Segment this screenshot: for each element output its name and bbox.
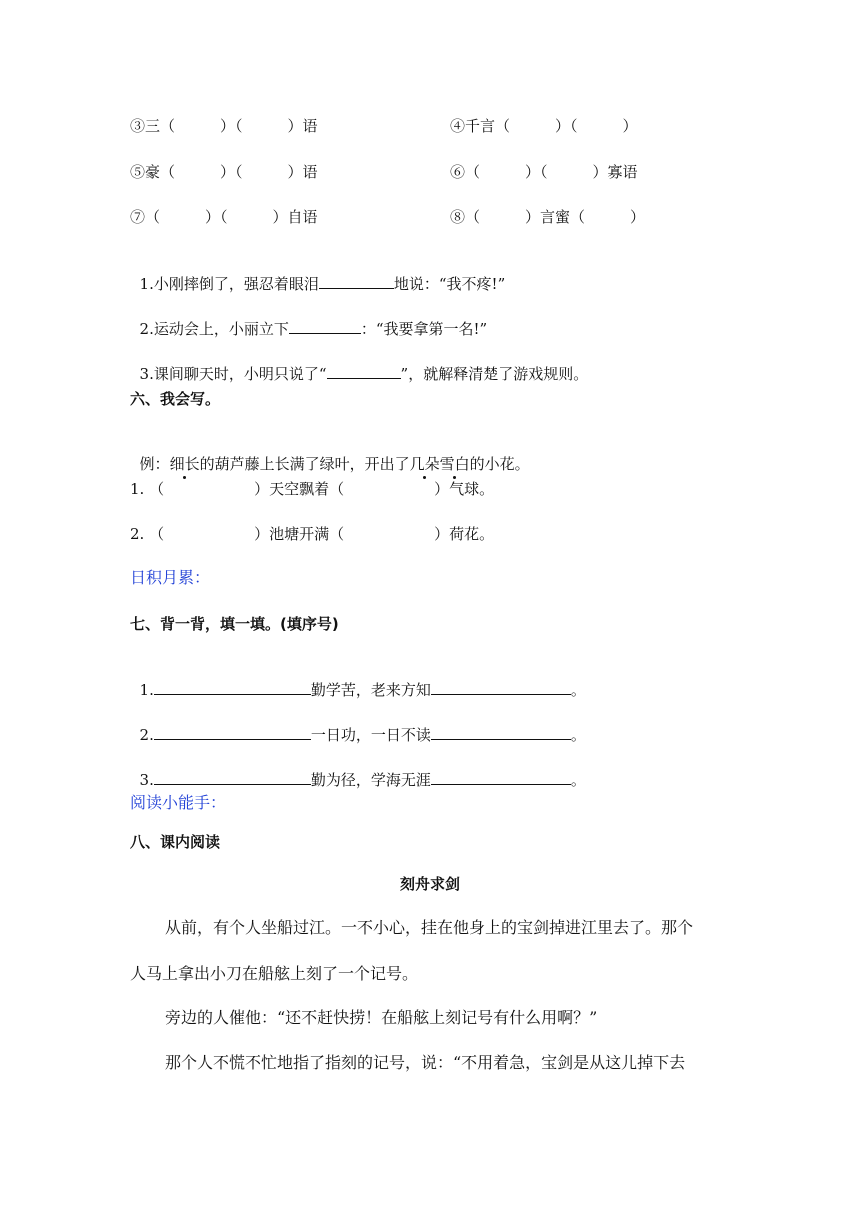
blank-line[interactable] xyxy=(289,318,361,334)
blank-line[interactable] xyxy=(154,769,311,785)
reading-label: 阅读小能手： xyxy=(130,795,227,812)
fill-question-3 xyxy=(130,343,588,384)
example-sentence xyxy=(130,434,530,474)
dotted-word: 细长 xyxy=(169,455,200,473)
story-title: 刻舟求剑 xyxy=(399,875,460,893)
fill-question-1-text-a: 1.小刚摔倒了，强忍着眼泪 xyxy=(139,275,319,293)
write-item-1: 1. （ ）天空飘着（ ）气球。 xyxy=(130,480,495,498)
row-end: 。 xyxy=(570,726,586,744)
idiom-3: ③三（ ）（ ）语 xyxy=(130,117,318,135)
example-prefix: 例： xyxy=(139,455,170,473)
example-end: 的小花。 xyxy=(469,455,530,473)
fill-question-3-text-b: ”，就解释清楚了游戏规则。 xyxy=(400,365,589,383)
blank-line[interactable] xyxy=(154,679,311,695)
row-number: 2. xyxy=(139,726,154,744)
story-paragraph-1-line-1: 从前，有个人坐船过江。一不小心，挂在他身上的宝剑掉进江里去了。那个 xyxy=(165,918,694,937)
accumulate-label: 日积月累： xyxy=(130,570,211,587)
idiom-7: ⑦（ ）（ ）自语 xyxy=(130,208,318,226)
dotted-word: 雪白 xyxy=(439,455,470,473)
idiom-8: ⑧（ ）言蜜（ ） xyxy=(450,208,646,226)
blank-line[interactable] xyxy=(431,679,571,695)
idiom-5: ⑤豪（ ）（ ）语 xyxy=(130,163,318,181)
blank-line[interactable] xyxy=(431,724,571,740)
fill-question-1-text-b: 地说：“我不疼!” xyxy=(393,275,506,293)
section-6-heading: 六、我会写。 xyxy=(130,390,221,408)
row-number: 1. xyxy=(139,681,154,699)
fill-question-1 xyxy=(130,253,505,294)
row-text: 勤为径，学海无涯 xyxy=(310,771,431,789)
blank-line[interactable] xyxy=(319,273,394,289)
row-end: 。 xyxy=(570,771,586,789)
idiom-6: ⑥（ ）（ ）寡语 xyxy=(450,163,638,181)
dotted-word: 几朵 xyxy=(409,455,440,473)
blank-line[interactable] xyxy=(431,769,571,785)
fill-question-2 xyxy=(130,298,487,339)
section-8-heading: 八、课内阅读 xyxy=(130,833,221,851)
blank-line[interactable] xyxy=(154,724,311,740)
example-text: 的葫芦藤上长满了绿叶，开出了 xyxy=(199,455,410,473)
recite-row-1 xyxy=(130,659,586,700)
write-item-2: 2. （ ）池塘开满（ ）荷花。 xyxy=(130,525,495,543)
fill-question-3-text-a: 3.课间聊天时，小明只说了“ xyxy=(139,365,327,383)
row-number: 3. xyxy=(139,771,154,789)
row-text: 勤学苦，老来方知 xyxy=(310,681,431,699)
idiom-4: ④千言（ ）（ ） xyxy=(450,117,638,135)
fill-question-2-text-a: 2.运动会上，小丽立下 xyxy=(139,320,289,338)
row-text: 一日功，一日不读 xyxy=(310,726,431,744)
story-paragraph-3: 那个人不慌不忙地指了指刻的记号，说：“不用着急，宝剑是从这儿掉下去 xyxy=(165,1053,686,1072)
story-paragraph-2: 旁边的人催他：“还不赶快捞！在船舷上刻记号有什么用啊？” xyxy=(165,1008,598,1027)
section-7-heading: 七、背一背，填一填。(填序号) xyxy=(130,615,339,633)
recite-row-2 xyxy=(130,704,586,745)
fill-question-2-text-b: ：“我要拿第一名!” xyxy=(360,320,488,338)
recite-row-3 xyxy=(130,749,586,790)
row-end: 。 xyxy=(570,681,586,699)
blank-line[interactable] xyxy=(327,363,401,379)
story-paragraph-1-line-2: 人马上拿出小刀在船舷上刻了一个记号。 xyxy=(130,964,419,983)
